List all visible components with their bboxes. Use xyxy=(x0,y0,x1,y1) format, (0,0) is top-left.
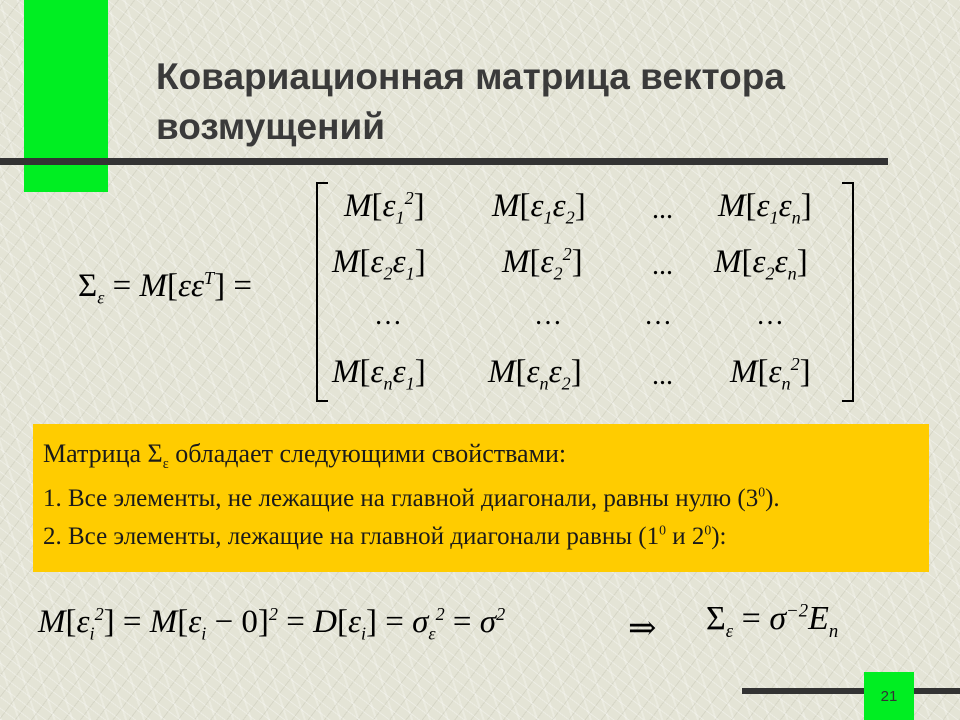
matrix-cell-2-3: ... xyxy=(652,250,673,281)
properties-box xyxy=(33,424,929,572)
matrix-cell-1-3: ... xyxy=(652,194,673,225)
matrix-cell-1-2: $M[\varepsilon_1\varepsilon_2]$ xyxy=(492,188,586,228)
title-line-1: Ковариационная матрица вектора xyxy=(156,56,785,97)
matrix-cell-1-1: $M[\varepsilon_1^2]$ xyxy=(344,188,425,228)
matrix-cell-2-4: $M[\varepsilon_2\varepsilon_n]$ xyxy=(714,244,808,284)
matrix-left-bracket xyxy=(316,182,328,402)
matrix-cell-4-4: $M[\varepsilon_n^2]$ xyxy=(730,354,811,394)
properties-heading: Матрица $\Sigma_\varepsilon$ обладает следующими свойствами: xyxy=(43,439,567,473)
matrix-right-bracket xyxy=(842,182,854,402)
matrix-cell-3-4: … xyxy=(756,300,784,331)
covariance-formula-lhs: $\Sigma_\varepsilon = M[\varepsilon\varepsilon^T]$ = xyxy=(78,268,252,308)
title-divider xyxy=(0,158,888,165)
footer-divider xyxy=(742,688,960,694)
matrix-cell-3-2: … xyxy=(534,300,562,331)
property-item-1: 1. Все элементы, не лежащие на главной диагонали, равны нулю $(3^0)$. xyxy=(43,484,780,512)
matrix-cell-4-2: $M[\varepsilon_n\varepsilon_2]$ xyxy=(488,354,582,394)
page-number: 21 xyxy=(864,672,914,720)
matrix-cell-2-1: $M[\varepsilon_2\varepsilon_1]$ xyxy=(332,244,426,284)
property-item-2: 2. Все элементы, лежащие на главной диагонали равны ($1^0$ и $2^0$): xyxy=(43,522,727,550)
covariance-matrix xyxy=(316,182,854,400)
implies-arrow: ⇒ xyxy=(628,610,657,647)
slide-title xyxy=(156,52,876,152)
matrix-cell-2-2: $M[\varepsilon_2^2]$ xyxy=(502,244,583,284)
matrix-cell-3-3: … xyxy=(644,300,672,331)
matrix-cell-4-3: ... xyxy=(652,360,673,391)
matrix-cell-1-4: $M[\varepsilon_1\varepsilon_n]$ xyxy=(718,188,812,228)
matrix-cell-4-1: $M[\varepsilon_n\varepsilon_1]$ xyxy=(332,354,426,394)
diagonal-variance-equation: $M[\varepsilon_i^2] = M[\varepsilon_i - 0]^2 = D[\varepsilon_i] = \sigma_\varepsilon^2 = \sigma^2$ xyxy=(38,604,506,644)
covariance-result-formula: $\Sigma_\varepsilon = \sigma^{-2}E_n$ xyxy=(706,600,839,642)
title-line-2: возмущений xyxy=(156,106,385,147)
matrix-cell-3-1: … xyxy=(374,300,402,331)
